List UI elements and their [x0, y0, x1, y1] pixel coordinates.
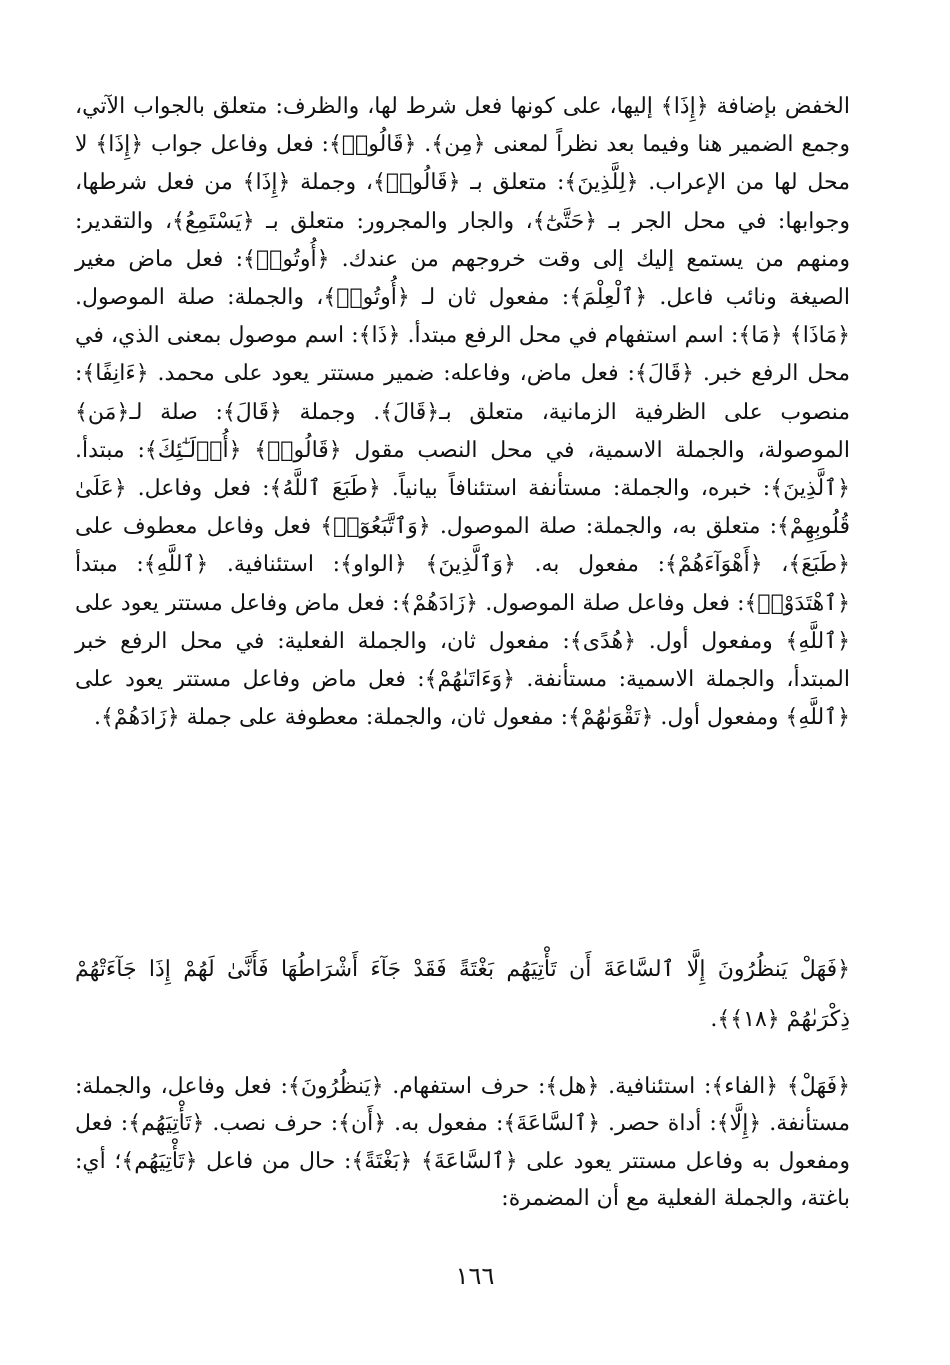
page-number: ١٦٦ — [455, 1262, 495, 1290]
commentary-paragraph-1: الخفض بإضافة ﴿إِذَا﴾ إليها، على كونها فعل شرط لها، والظرف: متعلق بالجواب الآتي، وجمع الضمير هنا وفيما بعد نظراً لمعنى ﴿مِن﴾. ﴿قَالُوا۟﴾: فعل وفاعل جواب ﴿إِذَا﴾ لا محل لها من الإعراب. ﴿لِلَّذِينَ﴾: متعلق بـ ﴿قَالُوا۟﴾، وجملة ﴿إِذَا﴾ من فعل شرطها، وجوابها: في محل الجر بـ ﴿حَتَّىٰٓ﴾، والجار والمجرور: متعلق بـ ﴿يَسْتَمِعُ﴾، والتقدير: ومنهم من يستمع إليك إلى وقت خروجهم من عندك. ﴿أُوتُوا۟﴾: فعل ماض مغير الصيغة ونائب فاعل. ﴿ٱلْعِلْمَ﴾: مفعول ثان لـ ﴿أُوتُوا۟﴾، والجملة: صلة الموصول. ﴿مَاذَا﴾ ﴿مَا﴾: اسم استفهام في محل الرفع مبتدأ. ﴿ذَا﴾: اسم موصول بمعنى الذي، في محل الرفع خبر. ﴿قَالَ﴾: فعل ماض، وفاعله: ضمير مستتر يعود على محمد. ﴿ءَانِفًا﴾: منصوب على الظرفية الزمانية، متعلق بـ﴿قَالَ﴾. وجملة ﴿قَالَ﴾: صلة لـ﴿مَن﴾ الموصولة، والجملة الاسمية، في محل النصب مقول ﴿قَالُوا۟﴾ ﴿أُو۟لَـٰٓئِكَ﴾: مبتدأ. ﴿ٱلَّذِينَ﴾: خبره، والجملة: مستأنفة استئنافاً بيانياً. ﴿طَبَعَ ٱللَّهُ﴾: فعل وفاعل. ﴿عَلَىٰ قُلُوبِهِمْ﴾: متعلق به، والجملة: صلة الموصول. ﴿وَٱتَّبَعُوٓا۟﴾ فعل وفاعل معطوف على ﴿طَبَعَ﴾، ﴿أَهْوَآءَهُمْ﴾: مفعول به. ﴿وَٱلَّذِينَ﴾ ﴿الواو﴾: استئنافية. ﴿ٱللَّهِ﴾: مبتدأ ﴿ٱهْتَدَوْا۟﴾: فعل وفاعل صلة الموصول. ﴿زَادَهُمْ﴾: فعل ماض وفاعل مستتر يعود على ﴿ٱللَّهِ﴾ ومفعول أول. ﴿هُدًى﴾: مفعول ثان، والجملة الفعلية: في محل الرفع خبر المبتدأ، والجملة الاسمية: مستأنفة. ﴿وَءَاتَىٰهُمْ﴾: فعل ماض وفاعل مستتر يعود على ﴿ٱللَّهِ﴾ ومفعول أول. ﴿تَقْوَىٰهُمْ﴾: مفعول ثان، والجملة: معطوفة على جملة ﴿زَادَهُمْ﴾. — [75, 94, 850, 731]
quran-verse: ﴿فَهَلْ يَنظُرُونَ إِلَّا ٱلسَّاعَةَ أَن تَأْتِيَهُم بَغْتَةً فَقَدْ جَآءَ أَشْرَاطُهَا فَأَنَّىٰ لَهُمْ إِذَا جَآءَتْهُمْ ذِكْرَىٰهُمْ ﴿١٨﴾﴾. — [75, 957, 850, 1032]
commentary-paragraph-2: ﴿فَهَلْ﴾ ﴿الفاء﴾: استئنافية. ﴿هل﴾: حرف استفهام. ﴿يَنظُرُونَ﴾: فعل وفاعل، والجملة: مستأنفة. ﴿إِلَّا﴾: أداة حصر. ﴿ٱلسَّاعَةَ﴾: مفعول به. ﴿أَن﴾: حرف نصب. ﴿تَأْتِيَهُم﴾: فعل ومفعول به وفاعل مستتر يعود على ﴿ٱلسَّاعَةَ﴾ ﴿بَغْتَةً﴾: حال من فاعل ﴿تَأْتِيَهُم﴾؛ أي: باغتة، والجملة الفعلية مع أن المضمرة: — [75, 1074, 850, 1212]
